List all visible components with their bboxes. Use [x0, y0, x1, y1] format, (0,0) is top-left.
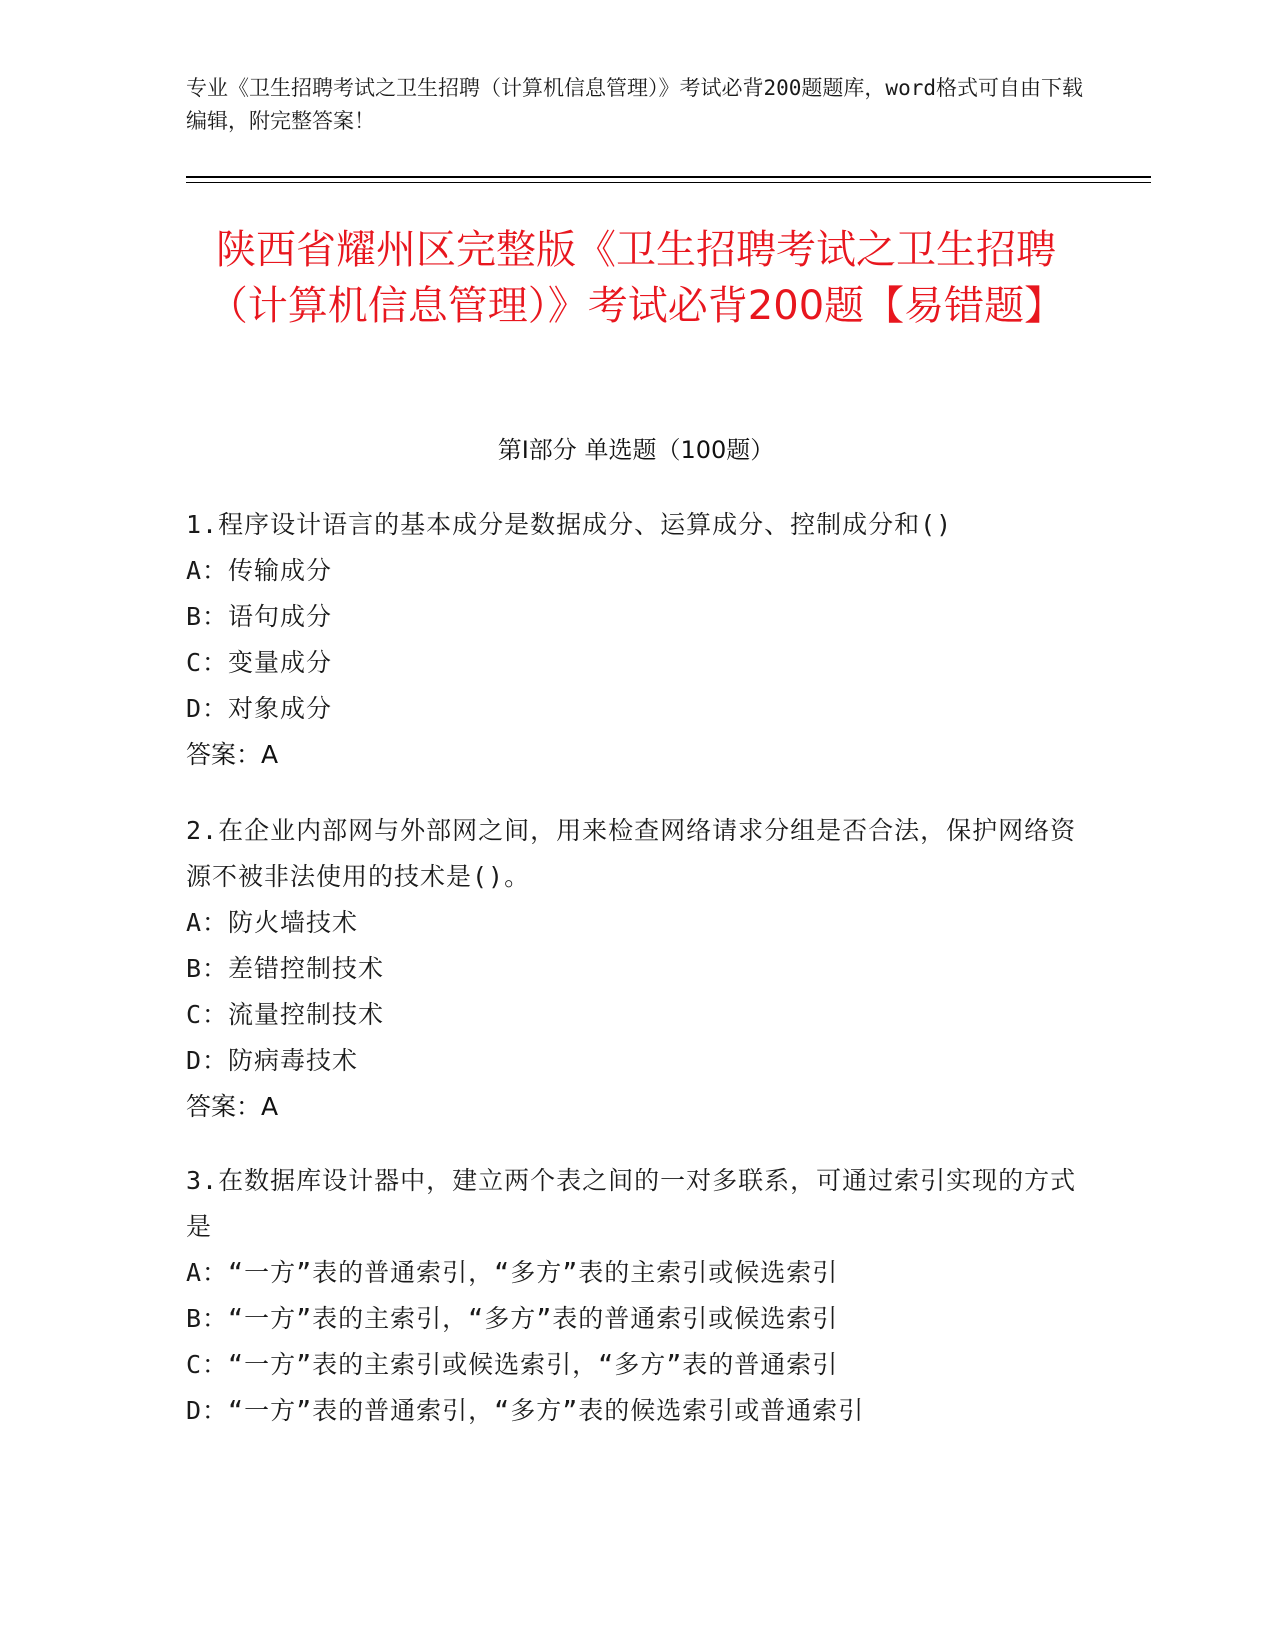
option-d: D：“一方”表的普通索引，“多方”表的候选索引或普通索引: [186, 1396, 865, 1425]
header-rule-thin: [186, 182, 1151, 183]
option-d: D：防病毒技术: [186, 1046, 359, 1075]
answer: 答案：A: [186, 740, 279, 769]
document-title: 陕西省耀州区完整版《卫生招聘考试之卫生招聘（计算机信息管理）》考试必背200题【易错题】: [207, 227, 1065, 329]
option-b: B：差错控制技术: [186, 954, 385, 983]
section-heading: 第I部分 单选题（100题）: [497, 436, 775, 464]
option-c: C：“一方”表的主索引或候选索引，“多方”表的普通索引: [186, 1350, 839, 1379]
option-b: B：语句成分: [186, 602, 333, 631]
option-a: A：“一方”表的普通索引，“多方”表的主索引或候选索引: [186, 1258, 839, 1287]
question-2: [186, 808, 1086, 1130]
option-b: B：“一方”表的主索引，“多方”表的普通索引或候选索引: [186, 1304, 839, 1333]
option-a: A：传输成分: [186, 556, 333, 585]
option-d: D：对象成分: [186, 694, 333, 723]
option-a: A：防火墙技术: [186, 908, 359, 937]
option-c: C：流量控制技术: [186, 1000, 385, 1029]
header-rule-thick: [186, 176, 1151, 178]
header-note: 专业《卫生招聘考试之卫生招聘（计算机信息管理）》考试必背200题题库，word格式可自由下载编辑，附完整答案！: [186, 76, 1083, 133]
answer: 答案：A: [186, 1092, 279, 1121]
question-3: [186, 1158, 1086, 1434]
question-stem: 1.程序设计语言的基本成分是数据成分、运算成分、控制成分和(): [186, 510, 953, 539]
question-1: [186, 502, 1086, 778]
question-stem: 2.在企业内部网与外部网之间，用来检查网络请求分组是否合法，保护网络资源不被非法使用的技术是()。: [186, 816, 1077, 891]
question-stem: 3.在数据库设计器中，建立两个表之间的一对多联系，可通过索引实现的方式是: [186, 1166, 1077, 1241]
option-c: C：变量成分: [186, 648, 333, 677]
